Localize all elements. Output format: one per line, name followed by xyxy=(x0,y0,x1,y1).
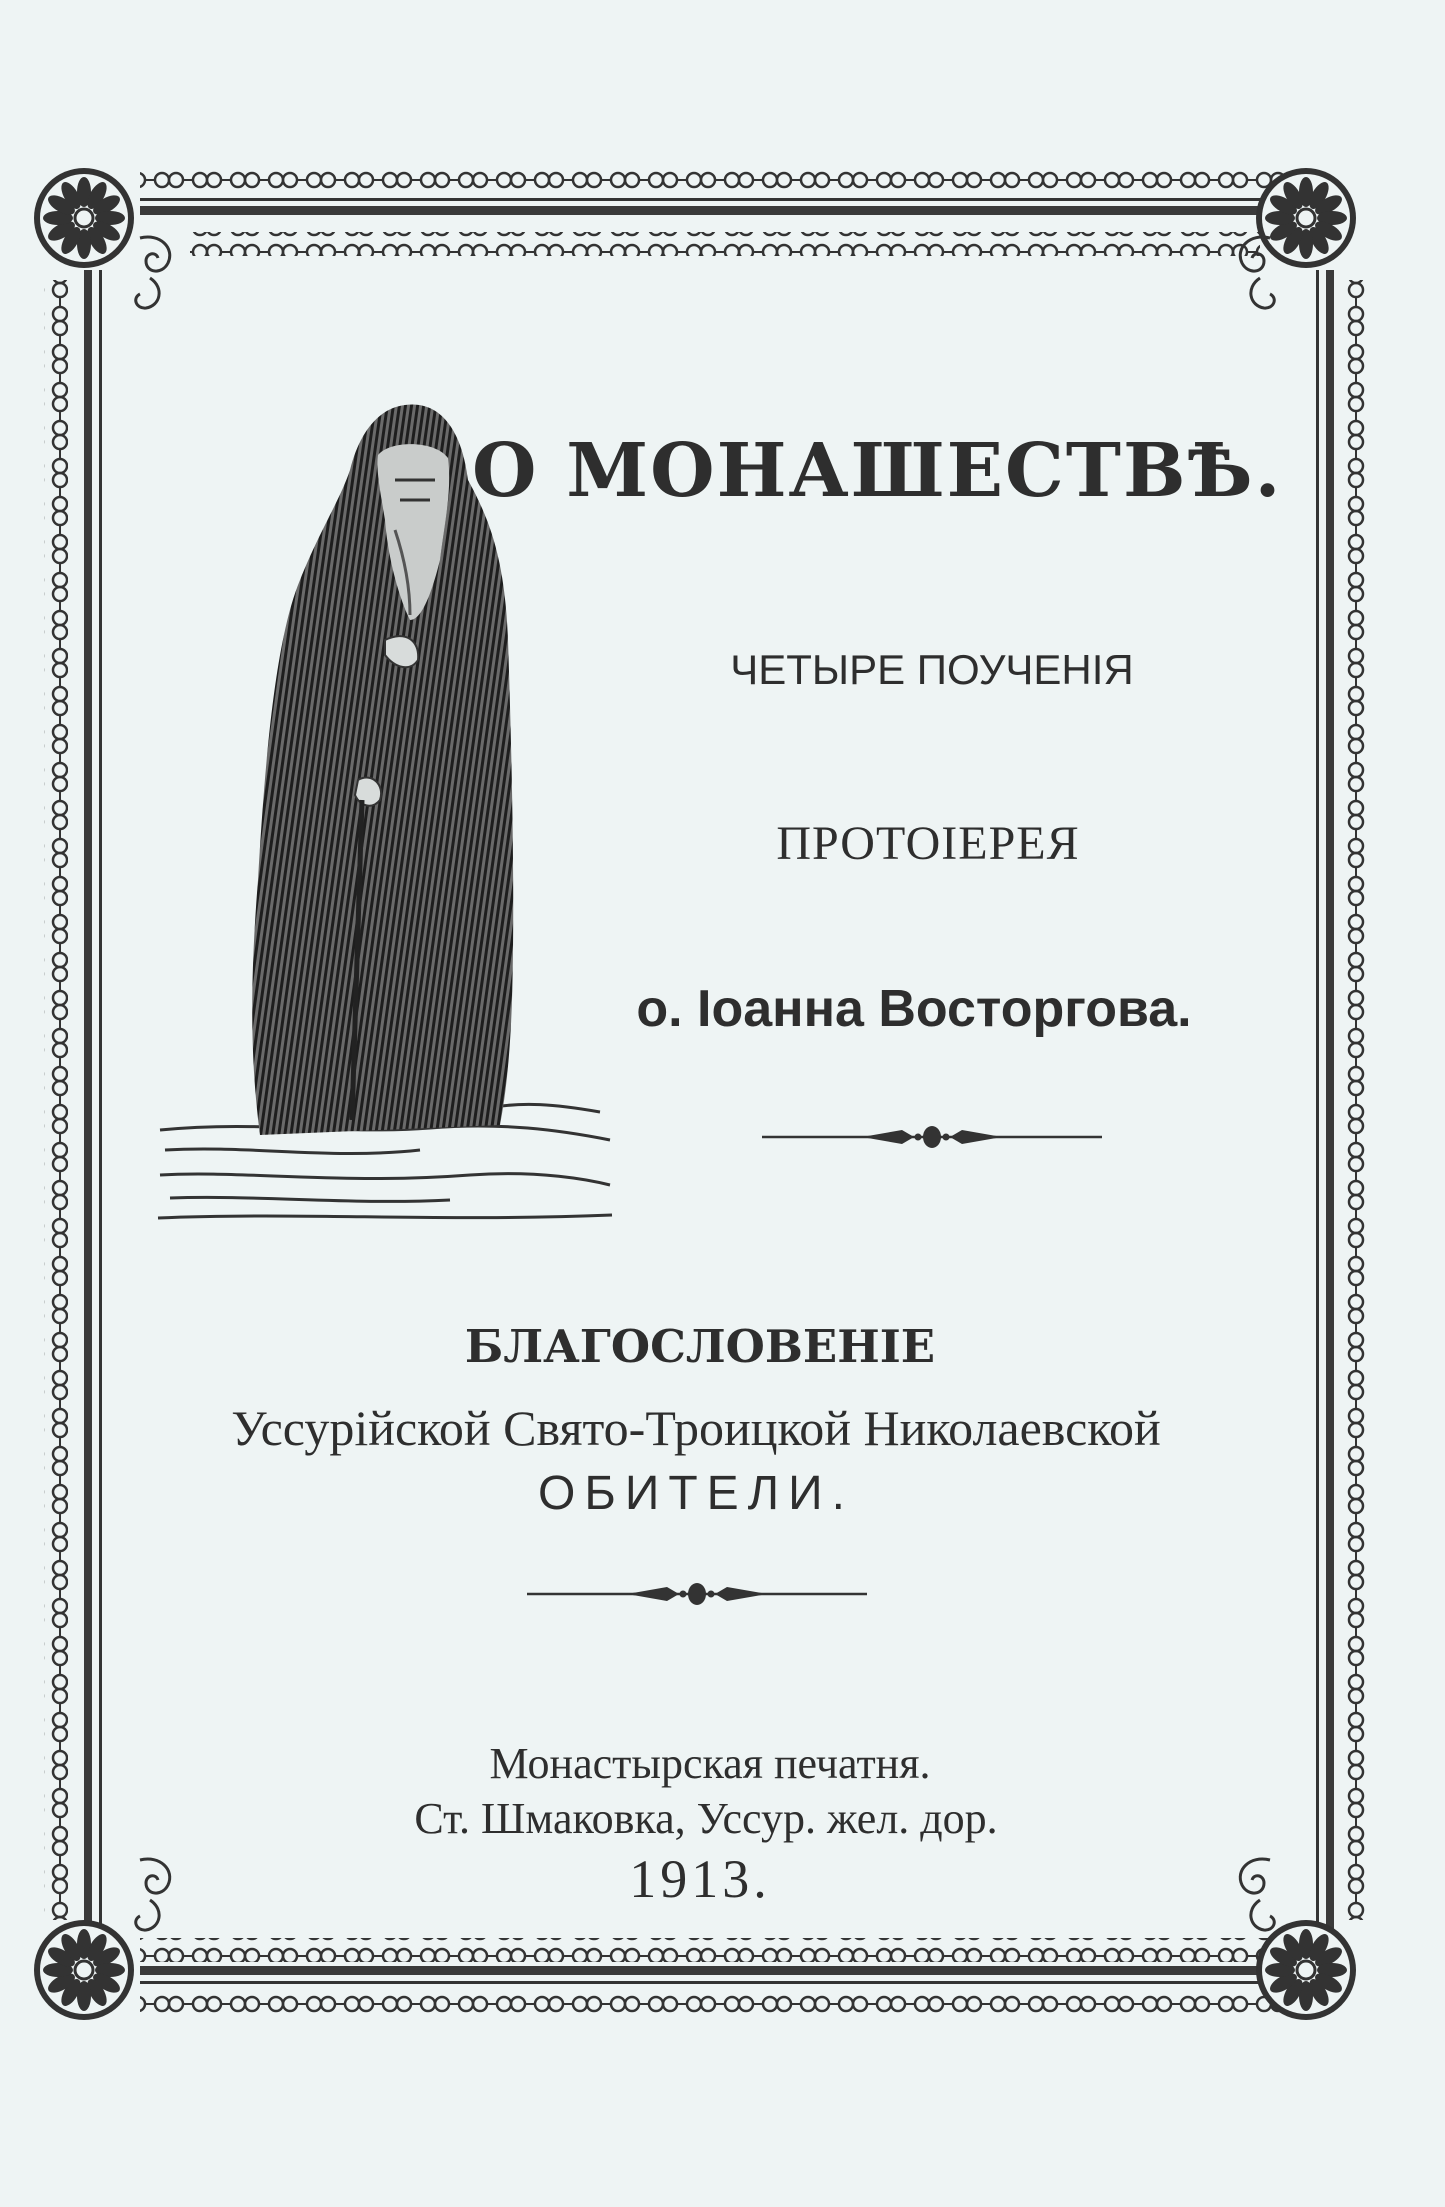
imprint-place-text: Ст. Шмаковка, Уссур. жел. дор. xyxy=(414,1794,998,1843)
blessing-line-1 xyxy=(166,1400,1226,1456)
blessing-heading xyxy=(400,1320,1000,1373)
imprint-place xyxy=(356,1794,1056,1843)
rosette-icon xyxy=(34,168,134,268)
imprint-year-text: 1913. xyxy=(629,1849,771,1909)
blessing-line-1-text: Уссурійской Свято-Троицкой Николаевской xyxy=(231,1400,1161,1456)
imprint-press xyxy=(460,1739,960,1788)
author-rank-text: ПРОТОІЕРЕЯ xyxy=(776,817,1080,870)
author-name xyxy=(564,980,1264,1038)
blessing-line-2-text: ОБИТЕЛИ. xyxy=(537,1467,854,1520)
author-name-text: о. Іоанна Восторгова. xyxy=(636,980,1192,1038)
rosette-icon xyxy=(1256,168,1356,268)
imprint-press-text: Монастырская печатня. xyxy=(489,1739,931,1788)
blessing-heading-text: БЛАГОСЛОВЕНІЕ xyxy=(464,1320,936,1373)
author-rank xyxy=(728,817,1128,870)
imprint-year xyxy=(600,1849,800,1909)
book-title xyxy=(472,428,1283,514)
book-subtitle xyxy=(682,646,1182,693)
book-subtitle-text: ЧЕТЫРЕ ПОУЧЕНІЯ xyxy=(730,646,1134,693)
blessing-line-2 xyxy=(496,1467,896,1520)
rosette-icon xyxy=(34,1920,134,2020)
rosette-icon xyxy=(1256,1920,1356,2020)
book-title-text: О МОНАШЕСТВѢ. xyxy=(472,428,1283,514)
